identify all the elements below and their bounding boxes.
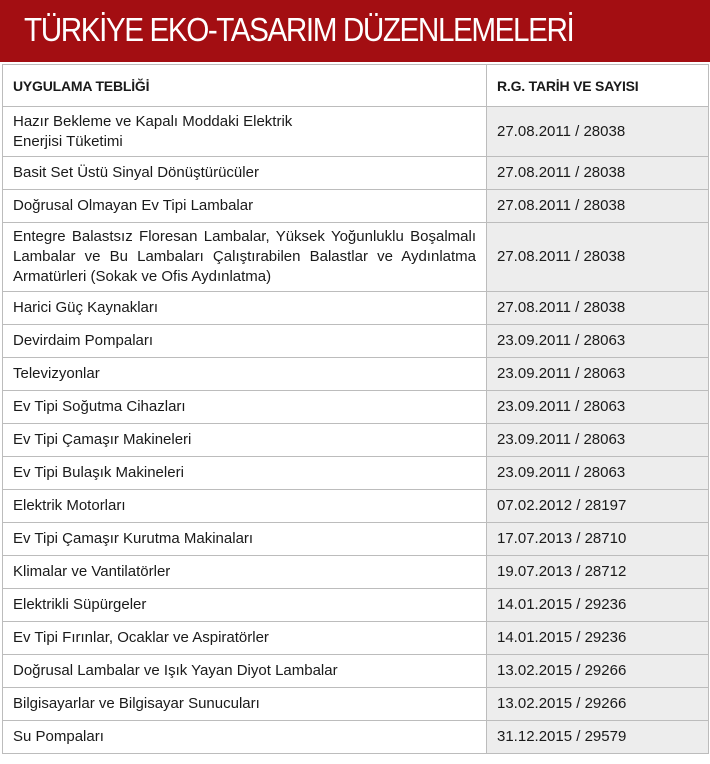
table-row — [3, 556, 709, 589]
gazette-date: 27.08.2011 / 28038 — [487, 107, 709, 157]
table-row — [3, 107, 709, 157]
gazette-date: 14.01.2015 / 29236 — [487, 622, 709, 655]
regulation-name: Elektrik Motorları — [3, 490, 487, 523]
table-row — [3, 721, 709, 754]
table-row — [3, 589, 709, 622]
table-row — [3, 622, 709, 655]
regulation-name: Ev Tipi Soğutma Cihazları — [3, 391, 487, 424]
gazette-date: 17.07.2013 / 28710 — [487, 523, 709, 556]
table-row — [3, 325, 709, 358]
page-title: TÜRKİYE EKO-TASARIM DÜZENLEMELERİ — [24, 11, 574, 48]
table-row — [3, 424, 709, 457]
gazette-date: 23.09.2011 / 28063 — [487, 457, 709, 490]
table-row — [3, 223, 709, 292]
table-row — [3, 688, 709, 721]
gazette-date: 19.07.2013 / 28712 — [487, 556, 709, 589]
regulation-name: Ev Tipi Bulaşık Makineleri — [3, 457, 487, 490]
column-header-regulation: UYGULAMA TEBLİĞİ — [3, 65, 487, 107]
table-row — [3, 523, 709, 556]
title-bar — [0, 0, 710, 62]
gazette-date: 14.01.2015 / 29236 — [487, 589, 709, 622]
regulation-name: Elektrikli Süpürgeler — [3, 589, 487, 622]
table-row — [3, 457, 709, 490]
column-header-gazette: R.G. TARİH VE SAYISI — [487, 65, 709, 107]
table-row — [3, 358, 709, 391]
gazette-date: 13.02.2015 / 29266 — [487, 688, 709, 721]
regulation-name: Ev Tipi Çamaşır Kurutma Makinaları — [3, 523, 487, 556]
regulation-name: Basit Set Üstü Sinyal Dönüştürücüler — [3, 157, 487, 190]
gazette-date: 27.08.2011 / 28038 — [487, 292, 709, 325]
table-row — [3, 157, 709, 190]
table-row — [3, 391, 709, 424]
table-row — [3, 190, 709, 223]
gazette-date: 31.12.2015 / 29579 — [487, 721, 709, 754]
regulation-name: Harici Güç Kaynakları — [3, 292, 487, 325]
regulation-name: Televizyonlar — [3, 358, 487, 391]
gazette-date: 23.09.2011 / 28063 — [487, 424, 709, 457]
gazette-date: 13.02.2015 / 29266 — [487, 655, 709, 688]
regulation-name: Su Pompaları — [3, 721, 487, 754]
regulation-name: Doğrusal Lambalar ve Işık Yayan Diyot Lambalar — [3, 655, 487, 688]
table-row — [3, 292, 709, 325]
gazette-date: 27.08.2011 / 28038 — [487, 157, 709, 190]
gazette-date: 27.08.2011 / 28038 — [487, 223, 709, 292]
gazette-date: 23.09.2011 / 28063 — [487, 325, 709, 358]
regulation-name: Doğrusal Olmayan Ev Tipi Lambalar — [3, 190, 487, 223]
regulation-name: Klimalar ve Vantilatörler — [3, 556, 487, 589]
gazette-date: 07.02.2012 / 28197 — [487, 490, 709, 523]
regulation-name: Hazır Bekleme ve Kapalı Moddaki Elektrik Enerjisi Tüketimi — [3, 107, 487, 157]
gazette-date: 23.09.2011 / 28063 — [487, 391, 709, 424]
gazette-date: 23.09.2011 / 28063 — [487, 358, 709, 391]
regulation-name: Ev Tipi Çamaşır Makineleri — [3, 424, 487, 457]
regulation-name: Entegre Balastsız Floresan Lambalar, Yüksek Yoğunluklu Boşalmalı Lambalar ve Bu Lambaları Çalıştırabilen Balastlar ve Aydınlatma Armatürleri (Sokak ve Ofis Aydınlatma) — [3, 223, 487, 292]
table-header-row — [3, 65, 709, 107]
regulation-name: Bilgisayarlar ve Bilgisayar Sunucuları — [3, 688, 487, 721]
regulation-name: Devirdaim Pompaları — [3, 325, 487, 358]
gazette-date: 27.08.2011 / 28038 — [487, 190, 709, 223]
table-row — [3, 490, 709, 523]
regulation-name: Ev Tipi Fırınlar, Ocaklar ve Aspiratörler — [3, 622, 487, 655]
table-row — [3, 655, 709, 688]
regulations-table — [2, 64, 709, 754]
